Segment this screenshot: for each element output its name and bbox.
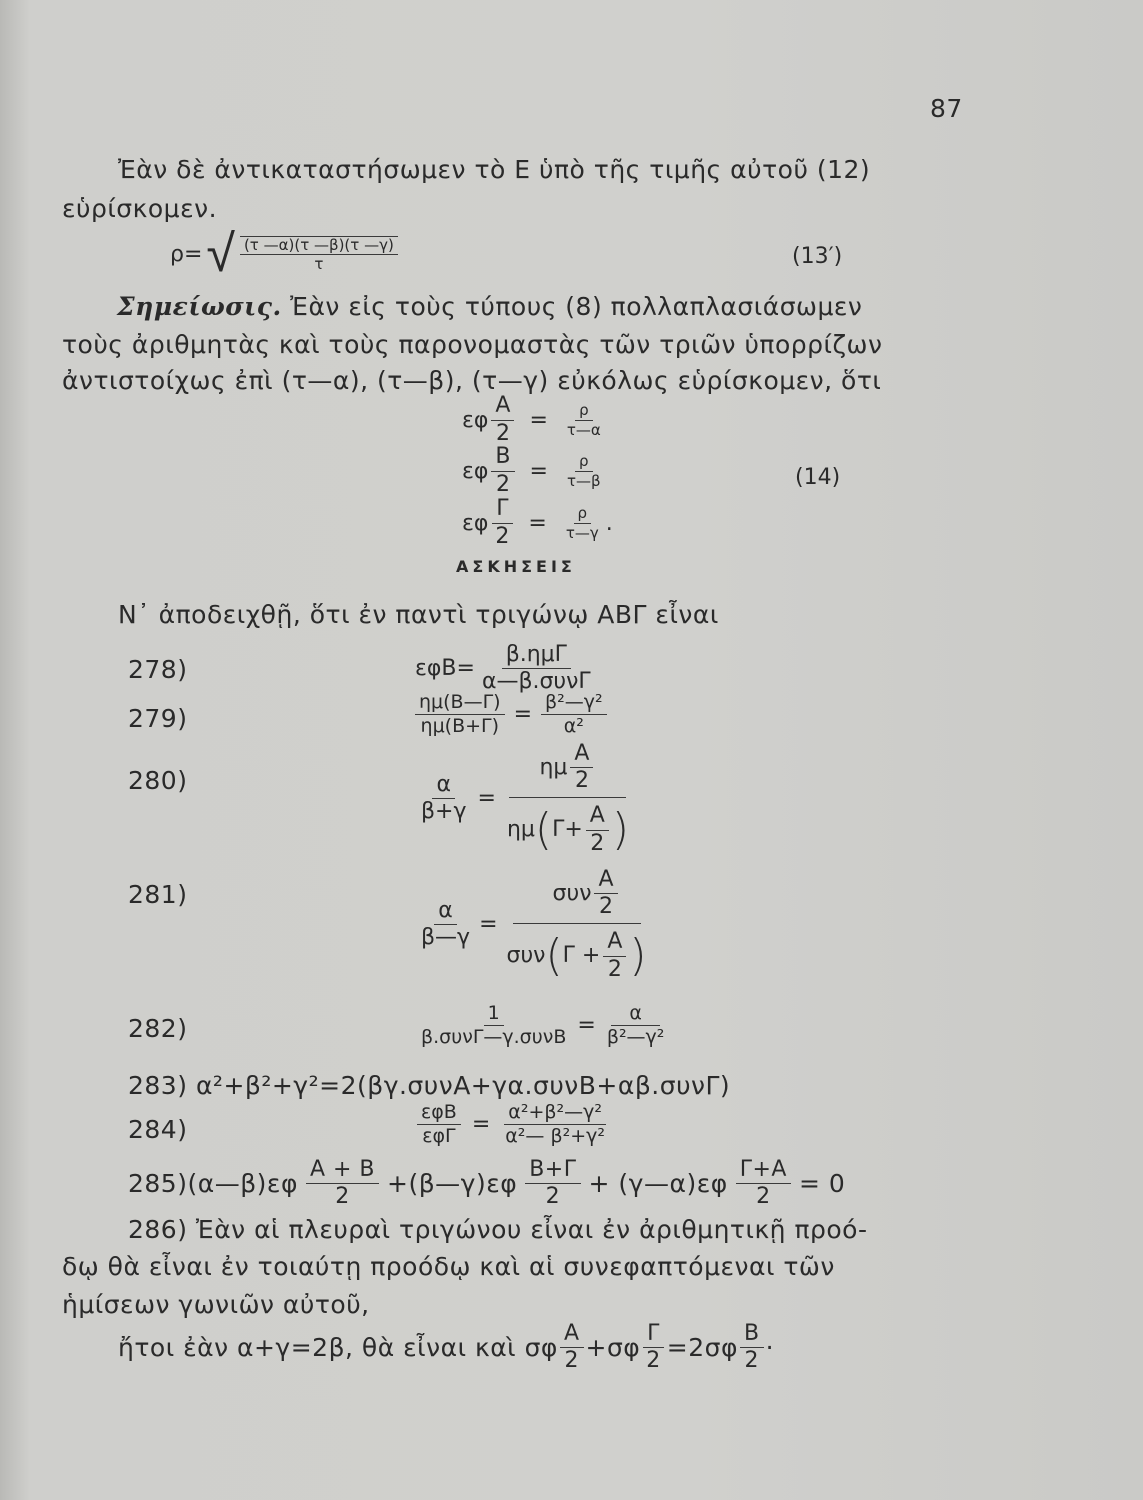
frac-den: 2 bbox=[495, 523, 510, 549]
frac-num: ρ bbox=[575, 453, 593, 472]
exercise-281-formula bbox=[414, 868, 654, 982]
frac-num: ημ(Β—Γ) bbox=[415, 692, 505, 715]
eq14-fn: εφ bbox=[462, 407, 489, 433]
fn: συν bbox=[552, 880, 592, 906]
frac-num: εφΒ bbox=[417, 1102, 461, 1125]
term: Γ+ bbox=[552, 816, 583, 842]
exercises-intro: Ν᾽ ἀποδειχθῇ, ὅτι ἐν παντὶ τριγώνῳ ΑΒΓ εἶναι bbox=[118, 600, 719, 629]
frac-num: Α bbox=[491, 394, 514, 420]
note-title: Σημείωσις. bbox=[117, 292, 282, 321]
note-line-3: ἀντιστοίχως ἐπὶ (τ—α), (τ—β), (τ—γ) εὐκόλως εὑρίσκομεν, ὅτι bbox=[62, 366, 882, 395]
left-paren: ( bbox=[534, 804, 553, 856]
equals-sign: = bbox=[479, 912, 498, 938]
term: + (γ—α)εφ bbox=[588, 1169, 728, 1199]
term: = 0 bbox=[798, 1169, 846, 1199]
frac-den: α² bbox=[563, 714, 584, 737]
eq13-numerator: (τ —α)(τ —β)(τ —γ) bbox=[240, 237, 398, 256]
frac-num: Α bbox=[586, 804, 609, 830]
frac-num: Α bbox=[603, 930, 626, 956]
frac-den: ημ(Β+Γ) bbox=[420, 714, 500, 737]
eq14-fn: εφ bbox=[462, 510, 489, 536]
frac-num: ρ bbox=[575, 402, 593, 421]
exercise-286-line-2: δῳ θὰ εἶναι ἐν τοιαύτῃ προόδῳ καὶ αἱ συνεφαπτόμεναι τῶν bbox=[62, 1252, 835, 1281]
frac-num: Α bbox=[594, 868, 617, 894]
exercise-286-line-1: 286) Ἐὰν αἱ πλευραὶ τριγώνου εἶναι ἐν ἀριθμητικῇ προό- bbox=[128, 1215, 868, 1244]
frac-den: 2 bbox=[646, 1348, 661, 1374]
frac-num: α²+β²—γ² bbox=[504, 1102, 606, 1125]
frac-num: Α bbox=[560, 1322, 584, 1348]
equation-13 bbox=[170, 224, 401, 284]
note-line-2: τοὺς ἀριθμητὰς καὶ τοὺς παρονομαστὰς τῶν τριῶν ὑπορρίζων bbox=[62, 330, 883, 359]
exercise-283-formula: α²+β²+γ²=2(βγ.συνΑ+γα.συνΒ+αβ.συνΓ) bbox=[195, 1071, 731, 1100]
frac-num: 1 bbox=[484, 1003, 504, 1026]
frac-den: 2 bbox=[590, 830, 605, 856]
frac-den: α²— β²+γ² bbox=[505, 1124, 605, 1147]
frac-num: Α bbox=[570, 742, 593, 768]
frac-den: β+γ bbox=[421, 799, 467, 825]
frac-den: 2 bbox=[756, 1184, 771, 1210]
exercises-heading: ΑΣΚΗΣΕΙΣ bbox=[456, 557, 576, 576]
page-number: 87 bbox=[930, 94, 963, 123]
frac-den: 2 bbox=[607, 956, 622, 982]
eq13-label: (13′) bbox=[792, 244, 843, 269]
frac-num: Γ bbox=[492, 497, 512, 523]
term: +σφ bbox=[585, 1333, 641, 1363]
exercise-284-number: 284) bbox=[128, 1115, 188, 1144]
frac-num: Γ bbox=[643, 1322, 664, 1348]
frac-den: 2 bbox=[495, 420, 510, 446]
frac-den: 2 bbox=[495, 471, 510, 497]
exercise-284-formula bbox=[414, 1102, 612, 1147]
eq13-denominator: τ bbox=[314, 255, 324, 273]
fn: ημ bbox=[506, 816, 535, 842]
frac-den: α—β.συνΓ bbox=[481, 669, 591, 695]
eq13-lhs: ρ= bbox=[170, 241, 203, 267]
equals-sign: = bbox=[577, 1012, 596, 1038]
frac-den: 2 bbox=[574, 768, 589, 794]
exercise-285-number: 285) bbox=[128, 1169, 188, 1199]
note-line-1 bbox=[117, 292, 862, 321]
equals-sign: = bbox=[528, 510, 547, 536]
exercise-280-number: 280) bbox=[128, 766, 188, 795]
frac-num: α bbox=[434, 899, 457, 925]
exercise-285 bbox=[128, 1158, 845, 1209]
fn: συν bbox=[506, 942, 546, 968]
exercise-286-conclusion bbox=[118, 1322, 774, 1373]
eq14-fn: εφ bbox=[462, 458, 489, 484]
eq14-row-c bbox=[462, 497, 613, 549]
frac-den: β.συνΓ—γ.συνΒ bbox=[421, 1025, 567, 1048]
exercise-282-number: 282) bbox=[128, 1014, 188, 1043]
frac-den: τ—β bbox=[566, 471, 601, 490]
lhs: εφΒ= bbox=[415, 656, 475, 682]
frac-num: ρ bbox=[574, 505, 592, 524]
frac-den: 2 bbox=[564, 1348, 579, 1374]
exercise-286-line-3: ἡμίσεων γωνιῶν αὐτοῦ, bbox=[62, 1290, 370, 1319]
term: · bbox=[765, 1333, 775, 1363]
frac-num: Α + Β bbox=[306, 1158, 379, 1184]
frac-den: τ—α bbox=[566, 420, 601, 439]
eq14-row-b bbox=[462, 445, 613, 497]
right-paren: ) bbox=[629, 930, 647, 982]
left-paren: ( bbox=[545, 930, 563, 982]
eq14-row-a bbox=[462, 395, 613, 445]
frac-num: Γ+Α bbox=[736, 1158, 791, 1184]
term: (α—β)εφ bbox=[187, 1169, 298, 1199]
frac-num: β.ημΓ bbox=[502, 643, 571, 669]
equals-sign: = bbox=[477, 786, 496, 812]
eq14-label: (14) bbox=[795, 465, 841, 490]
equals-sign: = bbox=[471, 1111, 491, 1137]
term: +(β—γ)εφ bbox=[387, 1169, 518, 1199]
exercise-279-number: 279) bbox=[128, 704, 188, 733]
term: ἤτοι ἐὰν α+γ=2β, θὰ εἶναι καὶ σφ bbox=[118, 1333, 558, 1363]
frac-den: εφΓ bbox=[422, 1124, 456, 1147]
frac-den: 2 bbox=[335, 1184, 350, 1210]
frac-den: β—γ bbox=[421, 925, 471, 951]
exercise-283 bbox=[128, 1071, 730, 1100]
exercise-280-formula bbox=[414, 742, 636, 856]
intro-line-2: εὑρίσκομεν. bbox=[62, 194, 218, 223]
frac-num: β²—γ² bbox=[541, 692, 607, 715]
equals-sign: = bbox=[529, 407, 548, 433]
note-line-1-text: Ἐὰν εἰς τοὺς τύπους (8) πολλαπλασιάσωμεν bbox=[290, 292, 863, 321]
sqrt-sign: √ bbox=[206, 224, 235, 284]
intro-line-1: Ἐὰν δὲ ἀντικαταστήσωμεν τὸ Ε ὑπὸ τῆς τιμῆς αὐτοῦ (12) bbox=[118, 155, 871, 184]
equals-sign: = bbox=[529, 458, 548, 484]
frac-num: α bbox=[432, 773, 455, 799]
exercise-282-formula bbox=[414, 1003, 671, 1048]
frac-num: Β bbox=[740, 1322, 764, 1348]
equation-14 bbox=[462, 395, 613, 549]
term: =2σφ bbox=[666, 1333, 738, 1363]
right-paren: ) bbox=[611, 804, 629, 856]
frac-den: 2 bbox=[545, 1184, 561, 1210]
frac-den: 2 bbox=[744, 1348, 760, 1374]
exercise-278-formula bbox=[415, 643, 598, 694]
frac-num: α bbox=[611, 1003, 660, 1026]
frac-num: Β bbox=[491, 445, 514, 471]
equals-sign: = bbox=[513, 701, 533, 727]
term: Γ + bbox=[562, 942, 601, 968]
exercise-283-number: 283) bbox=[128, 1071, 188, 1100]
exercise-281-number: 281) bbox=[128, 880, 188, 909]
exercise-278-number: 278) bbox=[128, 655, 188, 684]
frac-den: 2 bbox=[599, 894, 614, 920]
frac-den: τ—γ bbox=[565, 523, 599, 542]
frac-num: Β+Γ bbox=[525, 1158, 580, 1184]
fn: ημ bbox=[539, 754, 568, 780]
exercise-279-formula bbox=[412, 692, 610, 737]
row-end: . bbox=[605, 510, 613, 536]
frac-den: β²—γ² bbox=[606, 1025, 665, 1048]
